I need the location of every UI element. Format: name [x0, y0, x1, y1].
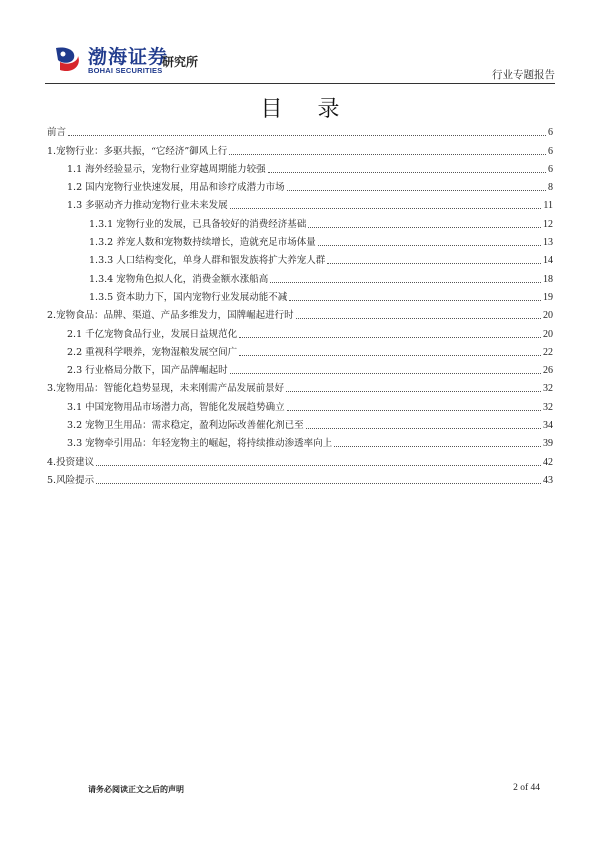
toc-entry[interactable]: [47, 139, 553, 157]
toc-entry-label: 2.3 行业格局分散下，国产品牌崛起时: [67, 365, 228, 377]
toc-entry-label: 2.2 重视科学喂养，宠物湿粮发展空间广: [67, 346, 238, 358]
toc-dot-leader: [239, 355, 541, 356]
toc-entry-label: 前言: [47, 127, 67, 139]
toc-entry[interactable]: [47, 469, 553, 487]
toc-entry[interactable]: [47, 395, 553, 413]
toc-entry-label: 1.1 海外经验显示，宠物行业穿越周期能力较强: [67, 163, 266, 175]
toc-dot-leader: [306, 428, 541, 429]
toc-entry[interactable]: [47, 450, 553, 468]
toc-entry-page: 19: [543, 291, 553, 303]
toc-dot-leader: [96, 483, 541, 484]
header-divider: [45, 83, 555, 84]
toc-entry-label: 4.投资建议: [47, 456, 95, 468]
toc-dot-leader: [308, 227, 541, 228]
toc-entry-page: 8: [548, 182, 553, 194]
toc-dot-leader: [268, 172, 546, 173]
toc-entry-label: 5.风险提示: [47, 474, 95, 486]
toc-dot-leader: [286, 391, 541, 392]
toc-dot-leader: [239, 337, 541, 338]
toc-dot-leader: [229, 154, 546, 155]
toc-entry-page: 39: [543, 438, 553, 450]
toc-entry-page: 12: [543, 218, 553, 230]
institute-label: 研究所: [162, 55, 199, 69]
toc-dot-leader: [287, 190, 546, 191]
toc-entry-page: 42: [543, 456, 553, 468]
page-number: 2 of 44: [513, 783, 540, 793]
toc-entry-label: 1.3.1 宠物行业的发展，已具备较好的消费经济基础: [89, 218, 307, 230]
toc-entry-label: 1.3.4 宠物角色拟人化，消费金额水涨船高: [89, 273, 269, 285]
toc-entry-label: 1.3.3 人口结构变化，单身人群和银发族将扩大养宠人群: [89, 255, 326, 267]
toc-entry[interactable]: [47, 286, 553, 304]
toc-entry-page: 32: [543, 401, 553, 413]
toc-dot-leader: [68, 135, 546, 136]
bohai-logo-mark-icon: [52, 44, 82, 74]
toc-entry-page: 14: [543, 255, 553, 267]
toc-entry-label: 3.2 宠物卫生用品：需求稳定，盈利边际改善催化剂已至: [67, 420, 304, 432]
toc-dot-leader: [96, 465, 541, 466]
toc-entry-page: 34: [543, 420, 553, 432]
toc-entry-page: 6: [548, 127, 553, 139]
toc-entry-page: 22: [543, 346, 553, 358]
toc-entry[interactable]: [47, 158, 553, 176]
table-of-contents: [47, 121, 553, 487]
toc-entry[interactable]: [47, 249, 553, 267]
toc-entry-label: 3.宠物用品：智能化趋势显现，未来刚需产品发展前景好: [47, 383, 285, 395]
toc-entry-page: 32: [543, 383, 553, 395]
toc-title: 目 录: [260, 97, 354, 122]
toc-entry[interactable]: [47, 359, 553, 377]
report-type-label: 行业专题报告: [492, 69, 555, 81]
toc-entry[interactable]: [47, 231, 553, 249]
toc-dot-leader: [230, 208, 542, 209]
toc-entry[interactable]: [47, 432, 553, 450]
toc-entry[interactable]: [47, 322, 553, 340]
toc-entry-page: 20: [543, 310, 553, 322]
toc-dot-leader: [230, 373, 541, 374]
toc-entry[interactable]: [47, 267, 553, 285]
toc-dot-leader: [334, 446, 541, 447]
page-header: [0, 0, 600, 90]
toc-entry-label: 1.2 国内宠物行业快速发展，用品和诊疗成潜力市场: [67, 182, 285, 194]
toc-dot-leader: [289, 300, 541, 301]
toc-entry-page: 43: [543, 474, 553, 486]
logo-english-name: BOHAI SECURITIES: [88, 66, 163, 75]
toc-entry-page: 20: [543, 328, 553, 340]
toc-entry-page: 18: [543, 273, 553, 285]
toc-entry[interactable]: [47, 212, 553, 230]
toc-dot-leader: [296, 318, 541, 319]
toc-entry[interactable]: [47, 341, 553, 359]
disclaimer-note: 请务必阅读正文之后的声明: [88, 785, 184, 794]
toc-entry-page: 13: [543, 237, 553, 249]
toc-entry-label: 1.3.2 养宠人数和宠物数持续增长，造就充足市场体量: [89, 237, 316, 249]
toc-entry[interactable]: [47, 377, 553, 395]
logo-chinese-name: 渤海证券: [88, 46, 169, 68]
toc-entry[interactable]: [47, 121, 553, 139]
toc-dot-leader: [327, 263, 541, 264]
toc-entry[interactable]: [47, 414, 553, 432]
toc-dot-leader: [318, 245, 541, 246]
toc-entry-label: 1.3.5 资本助力下，国内宠物行业发展动能不减: [89, 291, 288, 303]
toc-entry[interactable]: [47, 176, 553, 194]
toc-entry[interactable]: [47, 304, 553, 322]
toc-entry-label: 1.3 多驱动齐力推动宠物行业未来发展: [67, 200, 228, 212]
toc-dot-leader: [270, 282, 541, 283]
toc-entry[interactable]: [47, 194, 553, 212]
toc-entry-label: 2.1 千亿宠物食品行业，发展日益规范化: [67, 328, 238, 340]
toc-entry-page: 6: [548, 163, 553, 175]
toc-entry-label: 2.宠物食品：品牌、渠道、产品多维发力，国牌崛起进行时: [47, 310, 294, 322]
toc-entry-label: 1.宠物行业：多驱共振，“它经济”御风上行: [47, 145, 228, 157]
toc-entry-label: 3.1 中国宠物用品市场潜力高，智能化发展趋势确立: [67, 401, 285, 413]
toc-entry-label: 3.3 宠物牵引用品：年轻宠物主的崛起，将持续推动渗透率向上: [67, 438, 333, 450]
toc-entry-page: 11: [543, 200, 553, 212]
toc-entry-page: 26: [543, 365, 553, 377]
toc-entry-page: 6: [548, 145, 553, 157]
toc-dot-leader: [287, 410, 541, 411]
